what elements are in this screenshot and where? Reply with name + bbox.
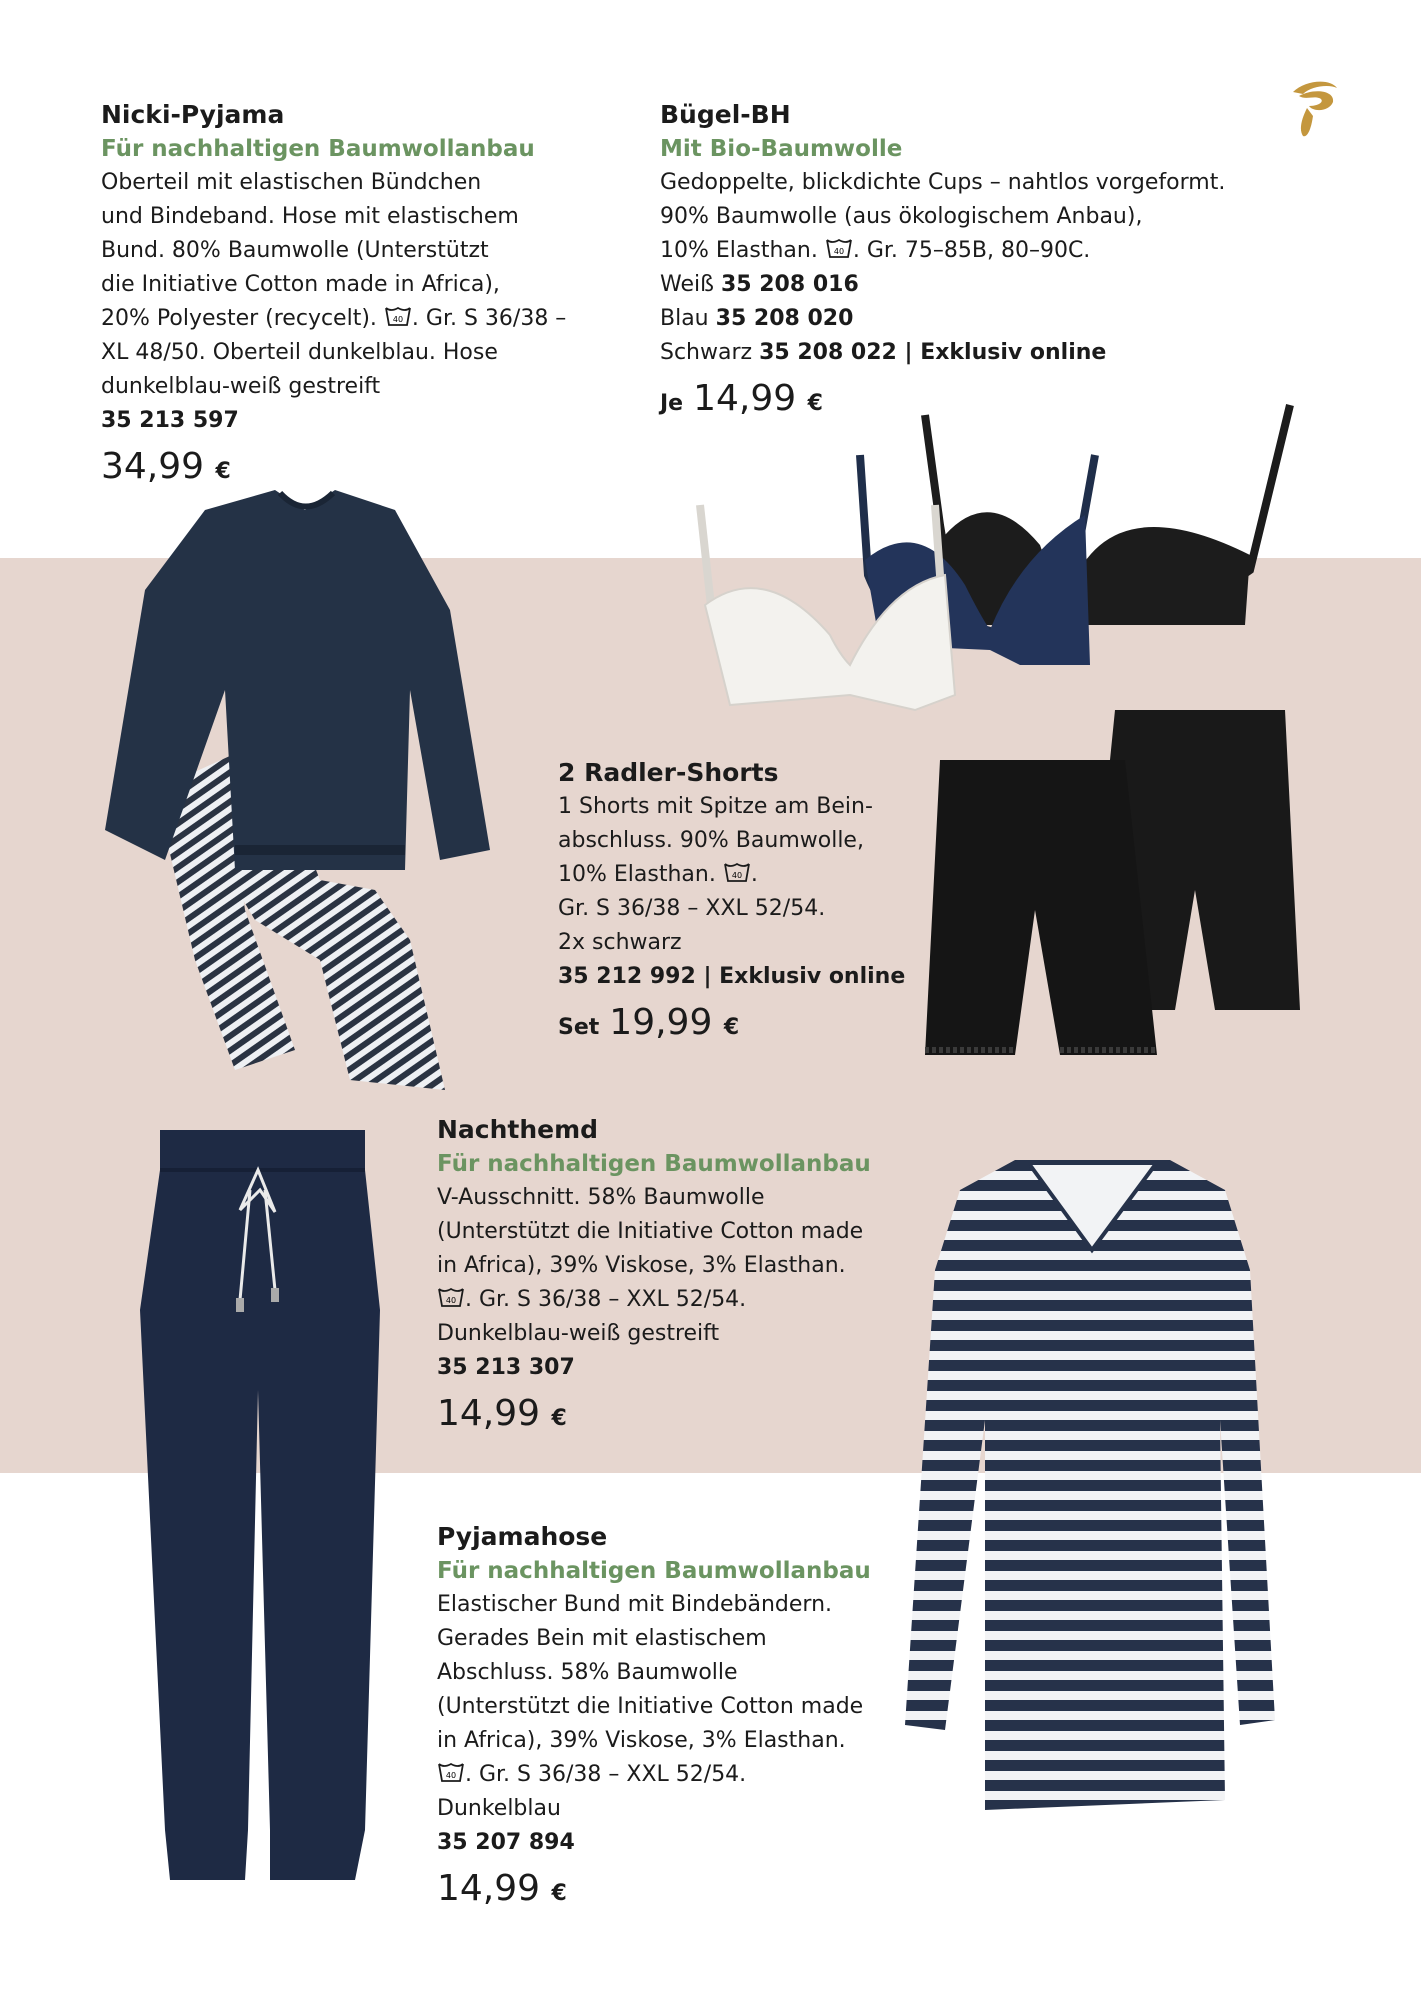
shorts-article-number: 35 212 992 | Exklusiv online <box>558 964 906 989</box>
nicki-desc-7: dunkelblau-weiß gestreift <box>101 374 381 399</box>
nachthemd-subtitle: Für nachhaltigen Baumwollanbau <box>437 1151 871 1177</box>
nachthemd-desc-3: in Africa), 39% Viskose, 3% Elasthan. <box>437 1253 846 1278</box>
bh-price-value: 14,99 <box>693 378 797 419</box>
nicki-desc-1: Oberteil mit elastischen Bündchen <box>101 170 482 195</box>
pyjamahose-desc-3: Abschluss. 58% Baumwolle <box>437 1660 738 1685</box>
nachthemd-block <box>437 1113 871 1440</box>
pyjamahose-desc-2: Gerades Bein mit elastischem <box>437 1626 767 1651</box>
nicki-pyjama-image <box>105 490 485 1090</box>
wash-40-icon <box>384 305 412 327</box>
bh-desc-1: Gedoppelte, blickdichte Cups – nahtlos vorgeformt. <box>660 170 1226 195</box>
wash-40-icon <box>437 1761 465 1783</box>
bh-price <box>660 378 1225 425</box>
pyjama-pants-image <box>140 1130 380 1880</box>
pyjamahose-article-number: 35 207 894 <box>437 1830 575 1855</box>
pyjamahose-desc-5: in Africa), 39% Viskose, 3% Elasthan. <box>437 1728 846 1753</box>
tchibo-logo-icon <box>1285 72 1345 142</box>
velvet-top-shape <box>105 490 490 870</box>
nicki-desc-5 <box>101 302 566 336</box>
shorts-price-value: 19,99 <box>609 1002 713 1043</box>
pyjamahose-subtitle: Für nachhaltigen Baumwollanbau <box>437 1558 871 1584</box>
pyjamahose-desc-6b: . Gr. S 36/38 – XXL 52/54. <box>465 1762 747 1787</box>
bh-variant-blue <box>660 302 1225 336</box>
shorts-desc-4: Gr. S 36/38 – XXL 52/54. <box>558 896 826 921</box>
bh-price-prefix: Je <box>660 391 684 416</box>
nicki-title: Nicki-Pyjama <box>101 100 285 129</box>
bras-image <box>690 395 1310 725</box>
wash-label: 40 <box>445 1296 457 1305</box>
pyjamahose-desc-6 <box>437 1758 871 1792</box>
nicki-desc-5a: 20% Polyester (recycelt). <box>101 306 377 331</box>
wash-label: 40 <box>392 315 403 324</box>
nachthemd-desc-4 <box>437 1283 871 1317</box>
pyjamahose-block <box>437 1520 871 1915</box>
bh-block <box>660 98 1225 425</box>
shorts-currency: € <box>723 1015 740 1040</box>
wash-40-icon <box>723 861 751 883</box>
bh-variant-black-number: 35 208 022 | Exklusiv online <box>759 340 1107 365</box>
bh-variant-black-color: Schwarz <box>660 340 753 365</box>
nachthemd-title: Nachthemd <box>437 1115 599 1144</box>
pyjamahose-currency: € <box>551 1881 567 1906</box>
nachthemd-price <box>437 1393 871 1440</box>
bh-title: Bügel-BH <box>660 100 791 129</box>
shorts-title: 2 Radler-Shorts <box>558 758 779 787</box>
pyjamahose-price-value: 14,99 <box>437 1868 541 1909</box>
nachthemd-desc-1: V-Ausschnitt. 58% Baumwolle <box>437 1185 765 1210</box>
nicki-desc-5b: . Gr. S 36/38 – <box>411 306 567 331</box>
pyjamahose-desc-7: Dunkelblau <box>437 1796 561 1821</box>
bh-variant-blue-number: 35 208 020 <box>715 306 854 331</box>
pyjamahose-title: Pyjamahose <box>437 1522 608 1551</box>
nachthemd-currency: € <box>551 1406 567 1431</box>
shorts-price <box>558 1002 905 1049</box>
nachthemd-price-value: 14,99 <box>437 1393 541 1434</box>
nicki-currency: € <box>215 459 231 484</box>
wash-40-icon <box>437 1286 465 1308</box>
shorts-desc-3 <box>558 858 905 892</box>
bh-variant-white <box>660 268 1225 302</box>
nightdress-image <box>905 1160 1275 1820</box>
bh-variant-blue-color: Blau <box>660 306 709 331</box>
bh-variant-black <box>660 336 1225 370</box>
bh-currency: € <box>807 391 823 416</box>
pyjamahose-price <box>437 1868 871 1915</box>
shorts-desc-5: 2x schwarz <box>558 930 682 955</box>
bh-variant-white-number: 35 208 016 <box>720 272 859 297</box>
shorts-price-prefix: Set <box>558 1015 600 1040</box>
shorts-desc-3a: 10% Elasthan. <box>558 862 716 887</box>
nicki-desc-3: Bund. 80% Baumwolle (Unterstützt <box>101 238 489 263</box>
nicki-desc-4: die Initiative Cotton made in Africa), <box>101 272 500 297</box>
nicki-desc-6: XL 48/50. Oberteil dunkelblau. Hose <box>101 340 498 365</box>
nicki-price <box>101 446 566 493</box>
pyjamahose-desc-1: Elastischer Bund mit Bindebändern. <box>437 1592 833 1617</box>
wash-40-icon <box>825 237 853 259</box>
nicki-desc-2: und Bindeband. Hose mit elastischem <box>101 204 519 229</box>
nicki-pyjama-block <box>101 98 566 493</box>
bh-desc-2: 90% Baumwolle (aus ökologischem Anbau), <box>660 204 1143 229</box>
wash-label: 40 <box>833 247 844 256</box>
nachthemd-desc-5: Dunkelblau-weiß gestreift <box>437 1321 720 1346</box>
shorts-desc-1: 1 Shorts mit Spitze am Bein- <box>558 794 873 819</box>
nachthemd-desc-4b: . Gr. S 36/38 – XXL 52/54. <box>465 1287 747 1312</box>
nicki-article-number: 35 213 597 <box>101 408 239 433</box>
nicki-price-value: 34,99 <box>101 446 205 487</box>
nicki-subtitle: Für nachhaltigen Baumwollanbau <box>101 136 535 162</box>
bh-desc-3 <box>660 234 1225 268</box>
nachthemd-article-number: 35 213 307 <box>437 1355 575 1380</box>
bh-desc-3a: 10% Elasthan. <box>660 238 818 263</box>
shorts-block <box>558 756 905 1049</box>
pyjamahose-desc-4: (Unterstützt die Initiative Cotton made <box>437 1694 864 1719</box>
nachthemd-desc-2: (Unterstützt die Initiative Cotton made <box>437 1219 864 1244</box>
shorts-desc-2: abschluss. 90% Baumwolle, <box>558 828 864 853</box>
bh-desc-3b: . Gr. 75–85B, 80–90C. <box>852 238 1091 263</box>
bh-variant-white-color: Weiß <box>660 272 714 297</box>
wash-label: 40 <box>731 871 742 880</box>
wash-label: 40 <box>445 1771 457 1780</box>
bh-subtitle: Mit Bio-Baumwolle <box>660 136 903 162</box>
shorts-image <box>925 710 1315 1060</box>
shorts-desc-3b: . <box>750 862 758 887</box>
